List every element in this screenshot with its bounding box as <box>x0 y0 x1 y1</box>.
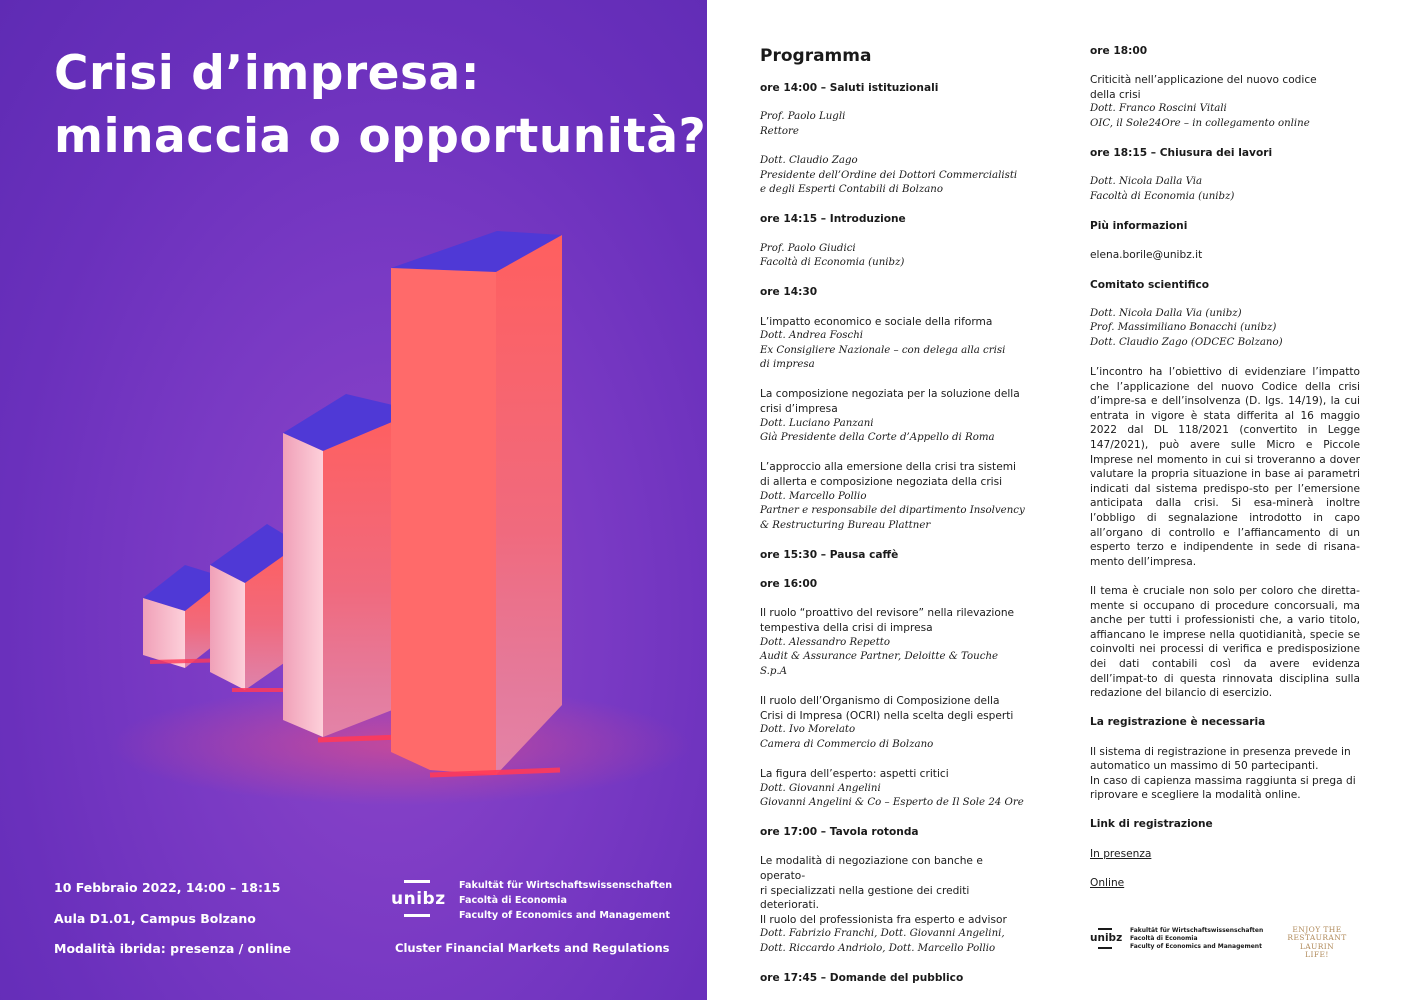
speaker-name: Dott. Marcello Pollio <box>760 490 867 502</box>
faculty-it: Facoltà di Economia <box>459 895 567 906</box>
unibz-logo-small <box>1090 926 1123 956</box>
session-1-title: ore 14:00 – Saluti istituzionali <box>760 82 939 94</box>
talk-title: Il ruolo dell’Organismo di Composizione della <box>760 694 1000 707</box>
session-2-title: ore 14:15 – Introduzione <box>760 213 906 226</box>
session-3-talk-2 <box>760 387 1028 445</box>
program-column-2 <box>1090 44 1360 905</box>
speaker-name: Prof. Paolo Lugli <box>760 111 846 123</box>
session-1-speaker-1 <box>760 110 1028 139</box>
faculty-en: Faculty of Economics and Management <box>1130 943 1262 951</box>
speaker-role: OIC, il Sole24Ore – in collegamento online <box>1090 117 1310 129</box>
session-9-title: ore 18:15 – Chiusura dei lavori <box>1090 147 1273 160</box>
talk-title-cont: di allerta e composizione negoziata della crisi <box>760 476 1003 489</box>
speaker-name: Dott. Luciano Panzani <box>760 417 874 429</box>
talk-title-cont: Crisi di Impresa (OCRI) nella scelta degli esperti <box>760 709 1014 722</box>
speaker-name: Dott. Alessandro Repetto <box>760 636 891 648</box>
speaker-name: Dott. Ivo Morelato <box>760 724 856 736</box>
talk-title-cont: crisi d’impresa <box>760 403 838 416</box>
session-8-title: ore 18:00 <box>1090 45 1148 57</box>
logo-wordmark: unibz <box>1090 932 1123 944</box>
committee-title: Comitato scientifico <box>1090 278 1210 291</box>
registration-text <box>1090 745 1360 803</box>
sponsor-line: RESTAURANT LAURIN <box>1287 933 1347 951</box>
speaker-role: Facoltà di Economia (unibz) <box>760 257 905 269</box>
program-heading: Programma <box>760 46 872 66</box>
session-1-speaker-2 <box>760 154 1028 198</box>
talk-title: L’impatto economico e sociale della riforma <box>760 315 993 328</box>
description-paragraph-2: Il tema è cruciale non solo per coloro che diretta-mente si occupano di procedure concorsuali, ma anche per tutti i professionisti che, a vario titolo, affiancano le imprese nella quotidianità, specie se coinvolti nei processi di verifica e predisposizione dei dati contabili così da avere evidenza dell’impat-to di questa rinnovata disciplina sulla redazione del bilancio di esercizio. <box>1090 584 1360 700</box>
speaker-name: Dott. Giovanni Angelini <box>760 782 881 794</box>
faculty-names <box>459 878 672 923</box>
session-5-talk-1 <box>760 606 1028 679</box>
committee-list <box>1090 307 1360 351</box>
faculty-names-small <box>1130 927 1263 952</box>
cluster-name: Cluster Financial Markets and Regulations <box>395 941 670 955</box>
faculty-en: Faculty of Economics and Management <box>459 910 670 921</box>
talk-title-cont: della crisi <box>1090 88 1141 101</box>
speaker-role: Facoltà di Economia (unibz) <box>1090 190 1235 202</box>
poster-title-line-1: Crisi d’impresa: <box>54 46 480 101</box>
talk-title-cont: Il ruolo del professionista fra esperto e advisor <box>760 913 1007 926</box>
event-date: 10 Febbraio 2022, 14:00 – 18:15 <box>54 880 281 895</box>
talk-title-cont: ri specializzati nella gestione dei crediti deteriorati. <box>760 884 970 912</box>
session-5-talk-3 <box>760 767 1028 811</box>
description-paragraph-1: L’incontro ha l’obiettivo di evidenziare l’impatto che l’applicazione del nuovo Codice della crisi d’impre-sa e dell’insolvenza (D. lgs. 14/19), la cui entrata in vigore è stata differita al 16 maggio 2022 dal DL 118/2021 (convertito in Legge 147/2021), può avere sulle Micro e Piccole Imprese nel momento in cui si troveranno a dover valutare la propria situazione in base ai parametri indicati dal sistema predispo-sto per l’emersione anticipata dalla crisi. Si esa-minerà inoltre l’obbligo di segnalazione introdotto in capo all’organo di controllo e l’affiancamento di un esperto terzo e indipendente in sede di risana-mento dell’impresa. <box>1090 366 1360 568</box>
session-3-talk-3 <box>760 460 1028 533</box>
speaker-name: Dott. Franco Roscini Vitali <box>1090 103 1227 115</box>
talk-title: Il ruolo “proattivo del revisore” nella rilevazione <box>760 607 1015 620</box>
faculty-it: Facoltà di Economia <box>1130 935 1198 943</box>
session-5-talk-2 <box>760 694 1028 752</box>
contact-email[interactable]: elena.borile@unibz.it <box>1090 249 1203 262</box>
speaker-role: Giovanni Angelini & Co – Esperto de Il Sole 24 Ore <box>760 797 1024 809</box>
register-online-link[interactable]: Online <box>1090 876 1125 889</box>
session-6-content <box>760 854 1028 956</box>
talk-title: Criticità nell’applicazione del nuovo codice <box>1090 74 1317 87</box>
speaker-role: Rettore <box>760 125 799 137</box>
talk-title-cont: tempestiva della crisi di impresa <box>760 621 933 634</box>
session-2-speaker <box>760 242 1028 271</box>
logo-bar-bottom <box>404 914 430 917</box>
talk-title: La figura dell’esperto: aspetti critici <box>760 767 949 780</box>
speaker-name: Dott. Andrea Foschi <box>760 330 864 342</box>
session-3-talk-1 <box>760 315 1028 373</box>
event-location: Aula D1.01, Campus Bolzano <box>54 911 256 926</box>
event-mode: Modalità ibrida: presenza / online <box>54 941 291 956</box>
speaker-role: Già Presidente della Corte d’Appello di Roma <box>760 432 995 444</box>
speaker-role-cont: e degli Esperti Contabili di Bolzano <box>760 184 943 196</box>
faculty-de: Fakultät für Wirtschaftswissenschaften <box>459 880 673 891</box>
speaker-role: Partner e responsabile del dipartimento Insolvency <box>760 505 1025 517</box>
poster-title <box>54 42 707 168</box>
registration-line: riprovare e scegliere la modalità online. <box>1090 789 1301 802</box>
session-6-title: ore 17:00 – Tavola rotonda <box>760 826 919 839</box>
committee-member: Dott. Claudio Zago (ODCEC Bolzano) <box>1090 336 1283 348</box>
speaker-names-cont: Dott. Riccardo Andriolo, Dott. Marcello Pollio <box>760 943 996 955</box>
session-3-title: ore 14:30 <box>760 286 818 299</box>
poster-title-line-2: minaccia o opportunità? <box>54 109 707 164</box>
committee-member: Prof. Massimiliano Bonacchi (unibz) <box>1090 322 1277 334</box>
talk-title: Le modalità di negoziazione con banche e operato- <box>760 855 983 883</box>
logo-bar-top <box>404 880 430 883</box>
speaker-name: Dott. Claudio Zago <box>760 154 858 166</box>
unibz-logo <box>391 880 446 920</box>
session-7-title: ore 17:45 – Domande del pubblico <box>760 972 964 985</box>
footer-logos <box>1090 925 1362 960</box>
speaker-role-cont: & Restructuring Bureau Plattner <box>760 519 931 531</box>
speaker-role: Audit & Assurance Partner, Deloitte & Touche S.p.A <box>760 651 999 677</box>
talk-title: La composizione negoziata per la soluzione della <box>760 388 1020 401</box>
sponsor-logo <box>1272 926 1362 960</box>
register-in-person-link[interactable]: In presenza <box>1090 847 1152 860</box>
speaker-name: Prof. Paolo Giudici <box>760 242 856 254</box>
registration-title: La registrazione è necessaria <box>1090 716 1266 729</box>
registration-line: automatico un massimo di 50 partecipanti. <box>1090 760 1319 773</box>
sponsor-line: LIFE! <box>1305 950 1329 960</box>
session-8-content <box>1090 73 1360 131</box>
logo-bar-bottom <box>1098 947 1112 949</box>
logo-bar-top <box>1098 928 1112 930</box>
speaker-role: Camera di Commercio di Bolzano <box>760 738 934 750</box>
session-4-title: ore 15:30 – Pausa caffè <box>760 549 899 561</box>
session-5-title: ore 16:00 <box>760 578 818 591</box>
speaker-role-cont: di impresa <box>760 359 815 371</box>
bar-4 <box>391 231 562 775</box>
sponsor-line: ENJOY THE <box>1292 925 1342 934</box>
talk-title: L’approccio alla emersione della crisi tra sistemi <box>760 461 1016 474</box>
registration-line: Il sistema di registrazione in presenza prevede in <box>1090 745 1351 758</box>
logo-wordmark: unibz <box>391 889 446 909</box>
faculty-de: Fakultät für Wirtschaftswissenschaften <box>1130 927 1264 934</box>
speaker-role: Ex Consigliere Nazionale – con delega alla crisi <box>760 344 1006 356</box>
speaker-names: Dott. Fabrizio Franchi, Dott. Giovanni Angelini, <box>760 928 1005 940</box>
registration-line: In caso di capienza massima raggiunta si prega di <box>1090 774 1356 787</box>
info-title: Più informazioni <box>1090 220 1188 233</box>
speaker-role: Presidente dell’Ordine dei Dottori Commercialisti <box>760 169 1018 181</box>
committee-member: Dott. Nicola Dalla Via (unibz) <box>1090 307 1242 319</box>
speaker-name: Dott. Nicola Dalla Via <box>1090 176 1203 188</box>
program-column-1 <box>760 44 1028 1000</box>
session-9-speaker <box>1090 175 1360 204</box>
registration-links-title: Link di registrazione <box>1090 818 1213 831</box>
